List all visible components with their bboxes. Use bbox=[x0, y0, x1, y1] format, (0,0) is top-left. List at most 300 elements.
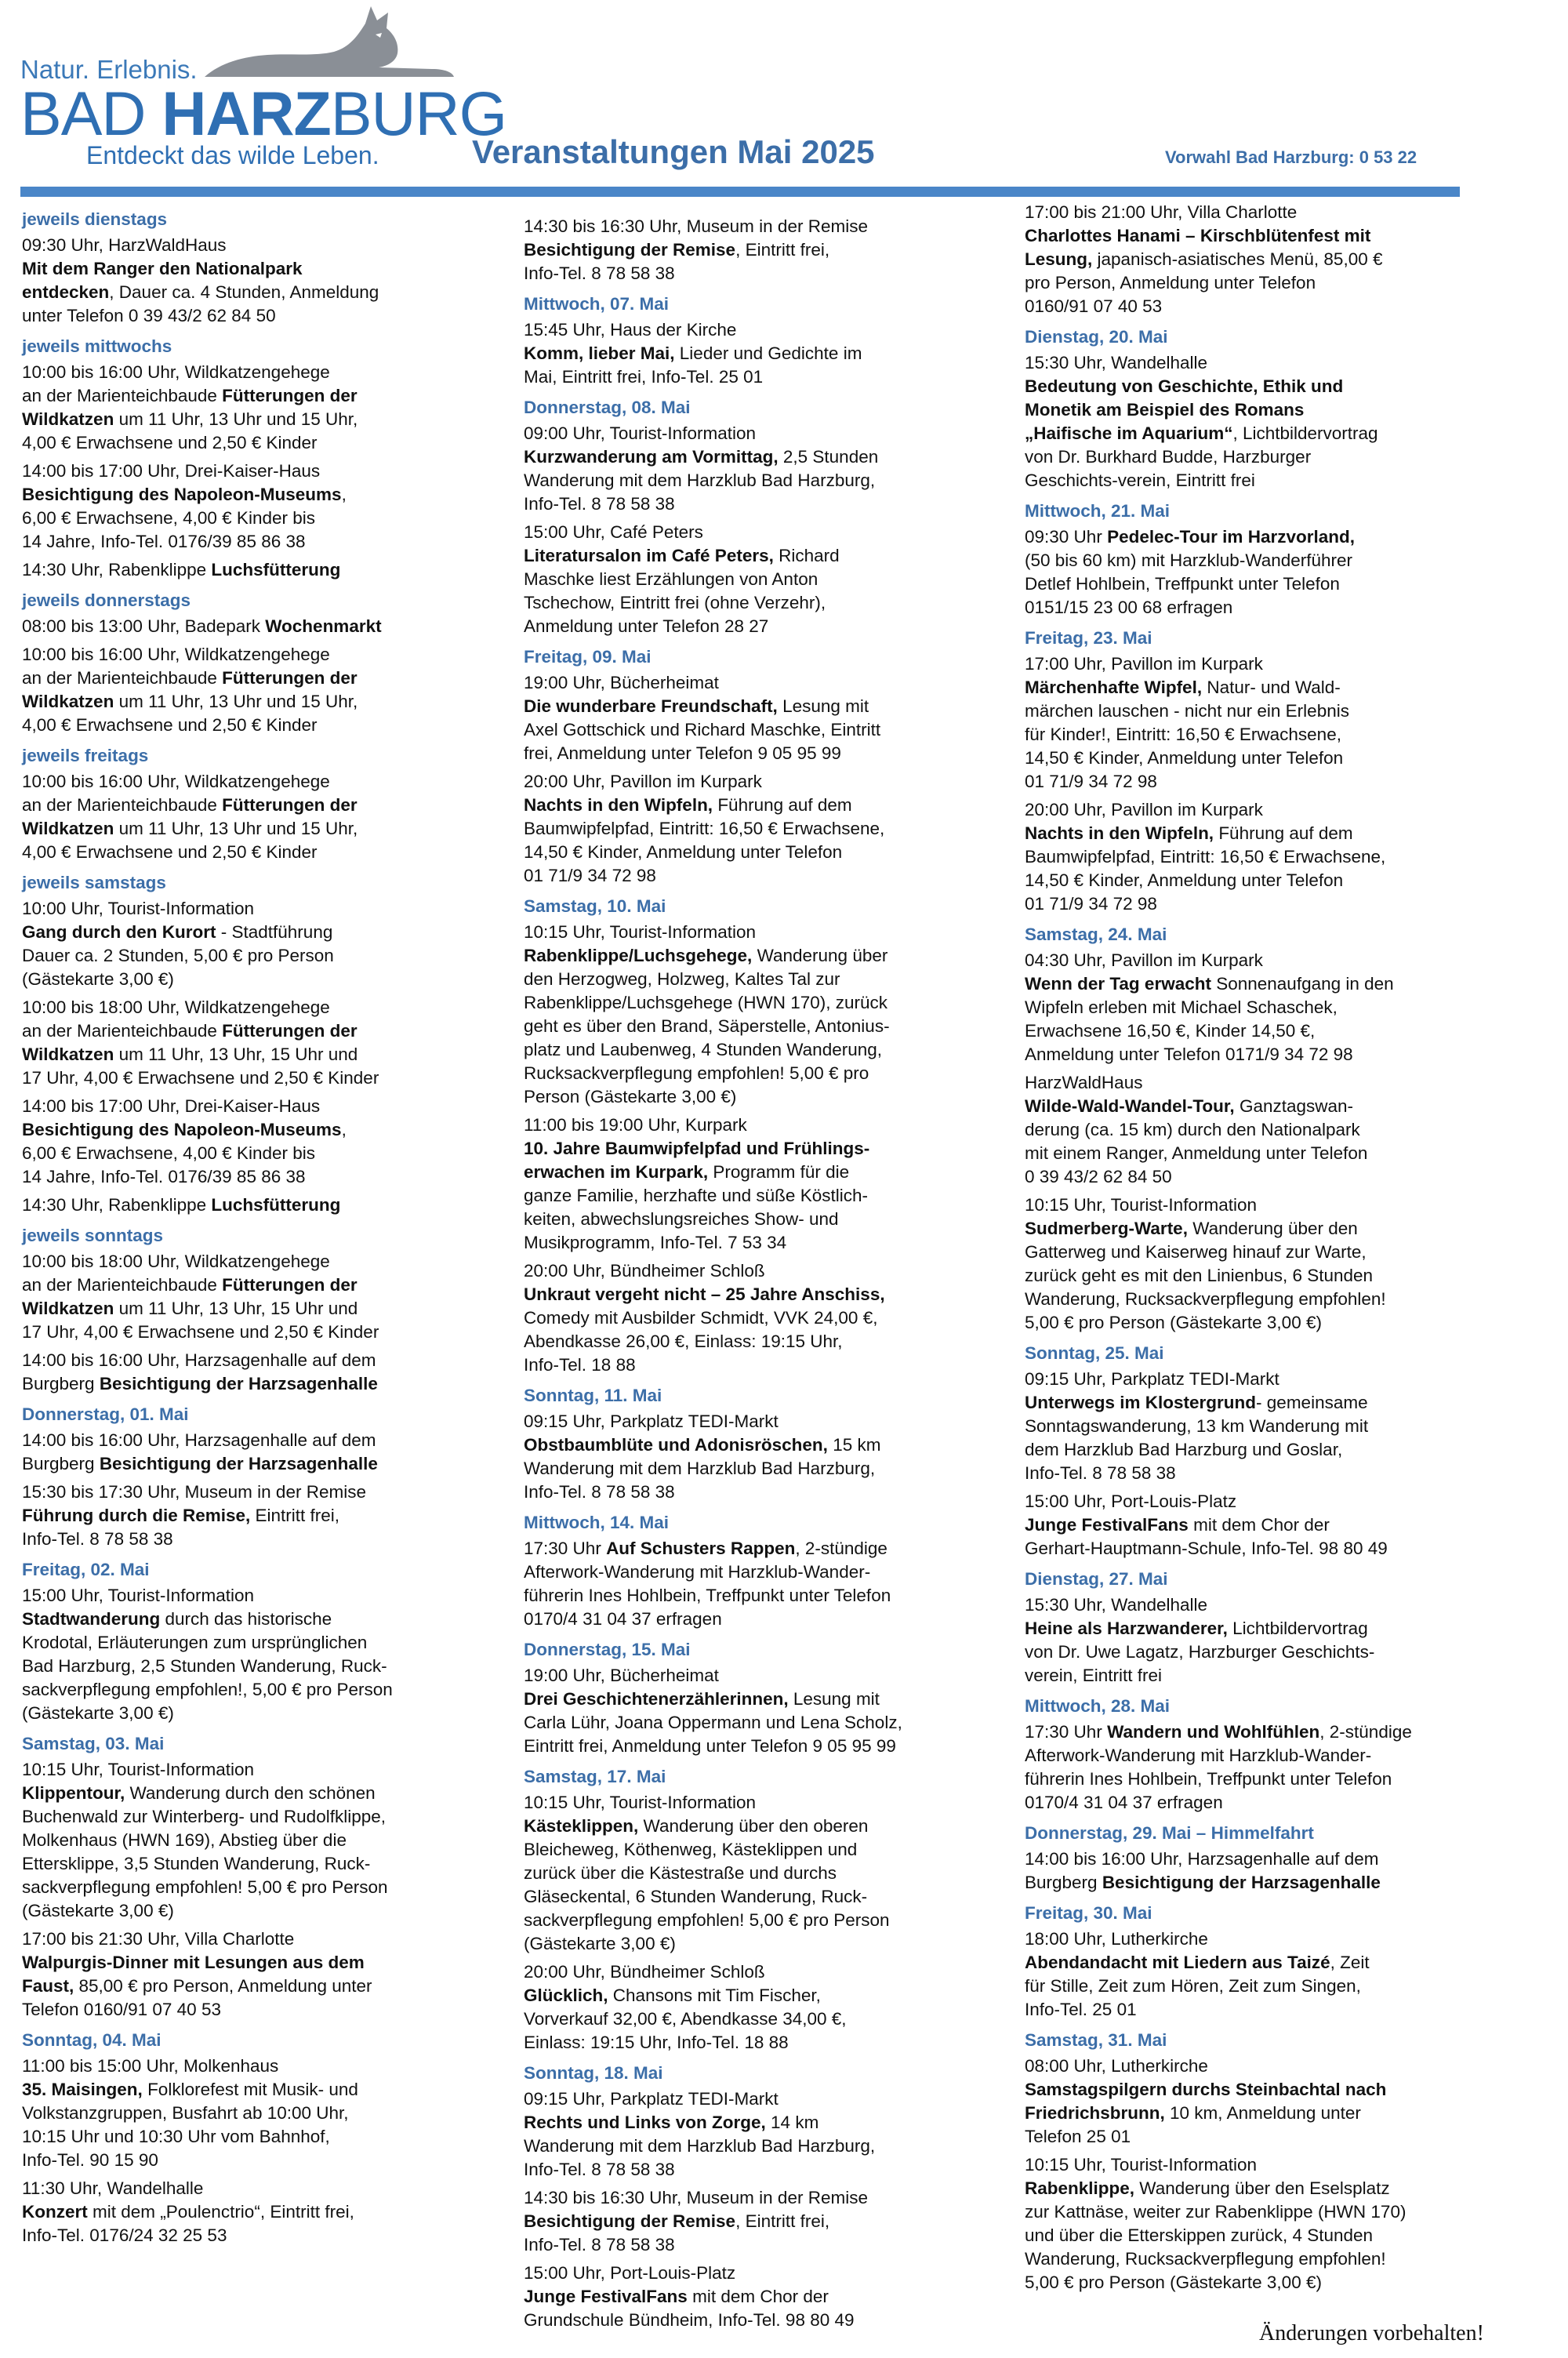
event-line bbox=[22, 1584, 492, 1608]
event-detail-text: 09:15 Uhr, Parkplatz TEDI-Markt bbox=[524, 1412, 779, 1431]
event-entry bbox=[1025, 652, 1495, 794]
event-entry bbox=[524, 921, 994, 1109]
event-line bbox=[1025, 1768, 1495, 1791]
footer-note: Änderungen vorbehalten! bbox=[1259, 2321, 1484, 2345]
event-title-text: Luchsfütterung bbox=[211, 560, 341, 580]
event-line bbox=[524, 817, 994, 841]
event-line bbox=[22, 1019, 492, 1043]
event-entry bbox=[1025, 201, 1495, 318]
event-line bbox=[1025, 845, 1495, 869]
event-detail-text: 14,50 € Kinder, Anmeldung unter Telefon bbox=[1025, 870, 1344, 890]
event-detail-text: - gemeinsame bbox=[1256, 1393, 1368, 1412]
event-line bbox=[22, 1429, 492, 1452]
event-line bbox=[524, 2285, 994, 2309]
event-line bbox=[1025, 1975, 1495, 1998]
event-detail-text: 14:00 bis 16:00 Uhr, Harzsagenhalle auf dem bbox=[1025, 1849, 1379, 1869]
event-detail-text: frei, Anmeldung unter Telefon 9 05 95 99 bbox=[524, 743, 841, 763]
event-line bbox=[22, 234, 492, 257]
event-line bbox=[1025, 822, 1495, 845]
event-detail-text: verein, Eintritt frei bbox=[1025, 1666, 1163, 1685]
event-detail-text: Dauer ca. 2 Stunden, 5,00 € pro Person bbox=[22, 946, 334, 965]
event-detail-text: um 11 Uhr, 13 Uhr, 15 Uhr und bbox=[114, 1299, 358, 1318]
event-detail-text: sackverpflegung empfohlen! 5,00 € pro Person bbox=[524, 1910, 890, 1930]
event-detail-text: Info-Tel. 25 01 bbox=[1025, 2000, 1137, 2019]
event-detail-text: den Herzogweg, Holzweg, Kaltes Tal zur bbox=[524, 969, 840, 989]
event-line bbox=[22, 1927, 492, 1951]
event-line bbox=[1025, 892, 1495, 916]
event-detail-text: für Stille, Zeit zum Hören, Zeit zum Singen, bbox=[1025, 1976, 1361, 1996]
event-detail-text: Chansons mit Tim Fischer, bbox=[608, 1986, 821, 2005]
event-title-text: Gang durch den Kurort bbox=[22, 922, 216, 942]
date-heading: Samstag, 03. Mai bbox=[22, 1734, 165, 1753]
event-line bbox=[524, 591, 994, 615]
event-line bbox=[1025, 1537, 1495, 1560]
event-title-text: Wildkatzen bbox=[22, 692, 114, 711]
event-detail-text: Geschichts-verein, Eintritt frei bbox=[1025, 471, 1255, 490]
event-detail-text: 14 Jahre, Info-Tel. 0176/39 85 86 38 bbox=[22, 1167, 306, 1186]
event-title-text: Pedelec-Tour im Harzvorland, bbox=[1107, 527, 1355, 547]
event-line bbox=[22, 1608, 492, 1631]
event-detail-text: 10:00 bis 18:00 Uhr, Wildkatzengehege bbox=[22, 1252, 330, 1271]
event-line bbox=[22, 714, 492, 737]
event-line bbox=[22, 1899, 492, 1923]
event-entry bbox=[524, 1537, 994, 1631]
event-title-text: Wilde-Wald-Wandel-Tour, bbox=[1025, 1096, 1235, 1116]
event-line bbox=[22, 1372, 492, 1396]
event-detail-text: 15:45 Uhr, Haus der Kirche bbox=[524, 320, 737, 340]
event-line bbox=[1025, 1194, 1495, 1217]
event-line bbox=[22, 1165, 492, 1189]
event-title-text: Besichtigung der Remise bbox=[524, 2211, 736, 2231]
event-line bbox=[1025, 1848, 1495, 1871]
event-detail-text: Ettersklippe, 3,5 Stunden Wanderung, Ruck- bbox=[22, 1854, 371, 1873]
event-line bbox=[1025, 1019, 1495, 1043]
event-detail-text: 15:30 bis 17:30 Uhr, Museum in der Remise bbox=[22, 1482, 366, 1502]
event-title-text: Kurzwanderung am Vormittag, bbox=[524, 447, 779, 467]
event-detail-text: Anmeldung unter Telefon 0171/9 34 72 98 bbox=[1025, 1045, 1353, 1064]
event-line bbox=[524, 968, 994, 991]
event-detail-text: , 2-stündige bbox=[795, 1539, 887, 1558]
event-detail-text: Lesung mit bbox=[777, 696, 869, 716]
event-line bbox=[524, 2210, 994, 2233]
event-detail-text: 2,5 Stunden bbox=[778, 447, 879, 467]
event-line bbox=[524, 991, 994, 1015]
date-heading: Samstag, 17. Mai bbox=[524, 1767, 666, 1786]
event-detail-text: 10 km, Anmeldung unter bbox=[1164, 2103, 1361, 2123]
event-detail-text: 17:30 Uhr bbox=[524, 1539, 607, 1558]
event-detail-text: 14,50 € Kinder, Anmeldung unter Telefon bbox=[524, 842, 843, 862]
event-entry bbox=[22, 234, 492, 328]
event-detail-text: Afterwork-Wanderung mit Harzklub-Wander- bbox=[1025, 1746, 1372, 1765]
event-detail-text: 14:30 bis 16:30 Uhr, Museum in der Remise bbox=[524, 216, 868, 236]
event-line bbox=[524, 568, 994, 591]
event-detail-text: 18:00 Uhr, Lutherkirche bbox=[1025, 1929, 1208, 1949]
event-title-text: Junge FestivalFans bbox=[1025, 1515, 1189, 1535]
event-line bbox=[22, 1951, 492, 1975]
event-title-text: entdecken bbox=[22, 282, 110, 302]
event-detail-text: , Eintritt frei, bbox=[735, 2211, 830, 2231]
event-line bbox=[524, 1932, 994, 1956]
event-detail-text: 4,00 € Erwachsene und 2,50 € Kinder bbox=[22, 842, 318, 862]
event-line bbox=[22, 460, 492, 483]
event-detail-text: 19:00 Uhr, Bücherheimat bbox=[524, 673, 719, 692]
event-line bbox=[1025, 525, 1495, 549]
event-title-text: Abendandacht mit Liedern aus Taizé bbox=[1025, 1953, 1330, 1972]
event-line bbox=[22, 1452, 492, 1476]
event-title-text: Kästeklippen, bbox=[524, 1816, 639, 1836]
event-title-text: Konzert bbox=[22, 2202, 88, 2222]
event-detail-text: 10:15 Uhr, Tourist-Information bbox=[1025, 1195, 1257, 1215]
event-line bbox=[1025, 1288, 1495, 1311]
event-line bbox=[524, 422, 994, 445]
event-detail-text: unter Telefon 0 39 43/2 62 84 50 bbox=[22, 306, 276, 325]
event-line bbox=[22, 1852, 492, 1876]
logo-word-bad: BAD bbox=[20, 78, 162, 148]
event-entry bbox=[1025, 2153, 1495, 2294]
event-entry bbox=[1025, 1593, 1495, 1688]
event-title-text: Unterwegs im Klostergrund bbox=[1025, 1393, 1257, 1412]
event-title-text: Besichtigung der Harzsagenhalle bbox=[1102, 1873, 1381, 1892]
event-detail-text: 17 Uhr, 4,00 € Erwachsene und 2,50 € Kinder bbox=[22, 1322, 379, 1342]
event-line bbox=[524, 1664, 994, 1688]
event-line bbox=[1025, 869, 1495, 892]
event-line bbox=[524, 864, 994, 888]
event-line bbox=[22, 483, 492, 507]
event-detail-text: 10:00 Uhr, Tourist-Information bbox=[22, 899, 254, 918]
event-line bbox=[22, 2177, 492, 2200]
event-detail-text: Telefon 25 01 bbox=[1025, 2127, 1131, 2146]
event-title-text: Fütterungen der bbox=[222, 386, 358, 405]
event-entry bbox=[524, 215, 994, 285]
event-line bbox=[22, 1250, 492, 1273]
event-title-text: Nachts in den Wipfeln, bbox=[1025, 823, 1214, 843]
event-detail-text: Programm für die bbox=[708, 1162, 850, 1182]
event-detail-text: 14:30 Uhr, Rabenklippe bbox=[22, 560, 212, 580]
date-heading: Sonntag, 25. Mai bbox=[1025, 1343, 1164, 1363]
event-line bbox=[524, 2007, 994, 2031]
event-entry bbox=[524, 770, 994, 888]
event-detail-text: Baumwipfelpfad, Eintritt: 16,50 € Erwachsene, bbox=[1025, 847, 1386, 867]
event-detail-text: Axel Gottschick und Richard Maschke, Eintritt bbox=[524, 720, 881, 739]
event-detail-text: Wipfeln erleben mit Michael Schaschek, bbox=[1025, 997, 1338, 1017]
event-detail-text: 15:00 Uhr, Port-Louis-Platz bbox=[1025, 1491, 1237, 1511]
event-line bbox=[524, 445, 994, 469]
event-title-text: Nachts in den Wipfeln, bbox=[524, 795, 713, 815]
date-heading: jeweils dienstags bbox=[22, 209, 168, 229]
event-detail-text: , Zeit bbox=[1330, 1953, 1370, 1972]
date-heading: Samstag, 31. Mai bbox=[1025, 2030, 1167, 2050]
event-detail-text: Wanderung, Rucksackverpflegung empfohlen! bbox=[1025, 1289, 1386, 1309]
event-detail-text: 14:00 bis 16:00 Uhr, Harzsagenhalle auf dem bbox=[22, 1430, 376, 1450]
event-detail-text: Comedy mit Ausbilder Schmidt, VVK 24,00 €, bbox=[524, 1308, 878, 1328]
event-detail-text: 14:00 bis 17:00 Uhr, Drei-Kaiser-Haus bbox=[22, 461, 321, 481]
event-line bbox=[524, 2309, 994, 2332]
event-line bbox=[22, 615, 492, 638]
event-line bbox=[524, 2135, 994, 2158]
event-title-text: Obstbaumblüte und Adonisröschen, bbox=[524, 1435, 828, 1455]
event-detail-text: Gerhart-Hauptmann-Schule, Info-Tel. 98 80 49 bbox=[1025, 1539, 1388, 1558]
event-title-text: erwachen im Kurpark, bbox=[524, 1162, 709, 1182]
event-detail-text: von Dr. Burkhard Budde, Harzburger bbox=[1025, 447, 1312, 467]
event-entry bbox=[1025, 1720, 1495, 1815]
event-line bbox=[1025, 1241, 1495, 1264]
event-detail-text: 08:00 Uhr, Lutherkirche bbox=[1025, 2056, 1208, 2076]
event-title-text: Junge FestivalFans bbox=[524, 2287, 688, 2306]
date-heading: Sonntag, 11. Mai bbox=[524, 1386, 662, 1405]
event-detail-text: an der Marienteichbaude bbox=[22, 668, 223, 688]
event-detail-text: an der Marienteichbaude bbox=[22, 1275, 223, 1295]
event-line bbox=[22, 1758, 492, 1782]
event-line bbox=[22, 996, 492, 1019]
event-detail-text: 17:00 bis 21:00 Uhr, Villa Charlotte bbox=[1025, 202, 1298, 222]
event-line bbox=[524, 1584, 994, 1608]
event-line bbox=[1025, 351, 1495, 375]
date-heading: Mittwoch, 07. Mai bbox=[524, 294, 670, 314]
event-entry bbox=[22, 1758, 492, 1923]
event-line bbox=[1025, 375, 1495, 398]
event-entry bbox=[524, 2087, 994, 2182]
event-detail-text: Vorverkauf 32,00 €, Abendkasse 34,00 €, bbox=[524, 2009, 847, 2029]
event-entry bbox=[1025, 1490, 1495, 1560]
event-line bbox=[1025, 398, 1495, 422]
event-detail-text: an der Marienteichbaude bbox=[22, 386, 223, 405]
event-line bbox=[524, 544, 994, 568]
event-detail-text: 01 71/9 34 72 98 bbox=[1025, 772, 1157, 791]
event-detail-text: 0170/4 31 04 37 erfragen bbox=[1025, 1793, 1223, 1812]
event-line bbox=[22, 1631, 492, 1655]
event-detail-text: Sonnenaufgang in den bbox=[1210, 974, 1394, 994]
event-line bbox=[524, 1283, 994, 1306]
event-detail-text: mit dem Chor der bbox=[1188, 1515, 1330, 1535]
event-detail-text: , Lichtbildervortrag bbox=[1232, 423, 1378, 443]
event-line bbox=[524, 318, 994, 342]
event-detail-text: ganze Familie, herzhafte und süße Köstlich- bbox=[524, 1186, 868, 1205]
event-detail-text: Afterwork-Wanderung mit Harzklub-Wander- bbox=[524, 1562, 871, 1582]
event-line bbox=[1025, 1720, 1495, 1744]
event-entry bbox=[22, 1481, 492, 1551]
event-line bbox=[524, 1161, 994, 1184]
event-entry bbox=[1025, 1194, 1495, 1335]
event-entry bbox=[1025, 1848, 1495, 1895]
date-heading: Mittwoch, 28. Mai bbox=[1025, 1696, 1171, 1716]
event-detail-text: Info-Tel. 0176/24 32 25 53 bbox=[22, 2225, 227, 2245]
event-line bbox=[524, 1984, 994, 2007]
event-title-text: Die wunderbare Freundschaft, bbox=[524, 696, 778, 716]
event-line bbox=[524, 1838, 994, 1862]
event-detail-text: Info-Tel. 8 78 58 38 bbox=[524, 263, 675, 283]
event-detail-text: Anmeldung unter Telefon 28 27 bbox=[524, 616, 769, 636]
event-line bbox=[22, 281, 492, 304]
event-detail-text: an der Marienteichbaude bbox=[22, 795, 223, 815]
event-line bbox=[22, 1095, 492, 1118]
event-detail-text: Burgberg bbox=[1025, 1873, 1102, 1892]
event-detail-text: um 11 Uhr, 13 Uhr und 15 Uhr, bbox=[114, 692, 358, 711]
event-detail-text: 11:30 Uhr, Wandelhalle bbox=[22, 2178, 204, 2198]
event-line bbox=[1025, 2055, 1495, 2078]
date-heading: jeweils donnerstags bbox=[22, 590, 191, 610]
event-line bbox=[524, 794, 994, 817]
event-detail-text: 10:15 Uhr, Tourist-Information bbox=[1025, 2155, 1257, 2175]
event-detail-text: HarzWaldHaus bbox=[1025, 1073, 1143, 1092]
event-line bbox=[524, 1457, 994, 1481]
event-title-text: Führung durch die Remise, bbox=[22, 1506, 251, 1525]
event-detail-text: Natur- und Wald- bbox=[1202, 678, 1341, 697]
event-line bbox=[524, 841, 994, 864]
event-line bbox=[524, 1137, 994, 1161]
event-line bbox=[1025, 1391, 1495, 1415]
event-detail-text: und über die Etterskippen zurück, 4 Stunden bbox=[1025, 2225, 1374, 2245]
event-line bbox=[524, 215, 994, 238]
event-entry bbox=[1025, 1368, 1495, 1485]
event-entry bbox=[22, 2177, 492, 2247]
event-detail-text: 14:30 Uhr, Rabenklippe bbox=[22, 1195, 212, 1215]
event-line bbox=[22, 2078, 492, 2102]
event-entry bbox=[22, 1194, 492, 1217]
event-detail-text: Burgberg bbox=[22, 1374, 100, 1393]
event-line bbox=[524, 262, 994, 285]
event-detail-text: 15:00 Uhr, Port-Louis-Platz bbox=[524, 2263, 736, 2283]
event-detail-text: 09:15 Uhr, Parkplatz TEDI-Markt bbox=[1025, 1369, 1279, 1389]
event-detail-text: Telefon 0160/91 07 40 53 bbox=[22, 2000, 221, 2019]
event-line bbox=[524, 2087, 994, 2111]
event-detail-text: 20:00 Uhr, Bündheimer Schloß bbox=[524, 1962, 765, 1982]
event-line bbox=[524, 1184, 994, 1208]
event-title-text: Fütterungen der bbox=[222, 668, 358, 688]
event-title-text: Glücklich, bbox=[524, 1986, 608, 2005]
event-line bbox=[1025, 723, 1495, 747]
event-detail-text: 17:00 bis 21:30 Uhr, Villa Charlotte bbox=[22, 1929, 295, 1949]
event-line bbox=[524, 1259, 994, 1283]
event-line bbox=[1025, 676, 1495, 699]
event-detail-text: Wanderung über den bbox=[1187, 1219, 1358, 1238]
event-line bbox=[22, 794, 492, 817]
event-line bbox=[524, 1330, 994, 1353]
event-detail-text: Führung auf dem bbox=[713, 795, 852, 815]
event-line bbox=[524, 944, 994, 968]
event-title-text: Besichtigung der Remise bbox=[524, 240, 736, 260]
event-detail-text: 15:00 Uhr, Café Peters bbox=[524, 522, 703, 542]
event-line bbox=[524, 1015, 994, 1038]
event-line bbox=[524, 671, 994, 695]
event-line bbox=[22, 944, 492, 968]
event-entry bbox=[524, 1410, 994, 1504]
event-title-text: Faust, bbox=[22, 1976, 74, 1996]
event-title-text: Literatursalon im Café Peters, bbox=[524, 546, 774, 565]
event-detail-text: 20:00 Uhr, Pavillon im Kurpark bbox=[524, 772, 762, 791]
event-detail-text: Info-Tel. 8 78 58 38 bbox=[524, 2235, 675, 2254]
event-line bbox=[1025, 1217, 1495, 1241]
event-detail-text: 11:00 bis 15:00 Uhr, Molkenhaus bbox=[22, 2056, 279, 2076]
event-line bbox=[1025, 1095, 1495, 1118]
event-line bbox=[524, 1433, 994, 1457]
event-detail-text: sackverpflegung empfohlen!, 5,00 € pro Person bbox=[22, 1680, 393, 1699]
event-title-text: „Haifische im Aquarium“ bbox=[1025, 423, 1233, 443]
event-detail-text: Wanderung mit dem Harzklub Bad Harzburg, bbox=[524, 1459, 876, 1478]
event-line bbox=[524, 615, 994, 638]
event-line bbox=[22, 1678, 492, 1702]
event-detail-text: 09:30 Uhr bbox=[1025, 527, 1108, 547]
event-detail-text: Ganztagswan- bbox=[1234, 1096, 1354, 1116]
event-line bbox=[1025, 1513, 1495, 1537]
event-line bbox=[1025, 1617, 1495, 1640]
event-line bbox=[1025, 1998, 1495, 2022]
events-column-1 bbox=[22, 205, 492, 2252]
event-line bbox=[524, 342, 994, 365]
event-detail-text: 0160/91 07 40 53 bbox=[1025, 296, 1163, 316]
event-line bbox=[1025, 596, 1495, 619]
event-detail-text: Rabenklippe/Luchsgehege (HWN 170), zurück bbox=[524, 993, 887, 1012]
event-line bbox=[1025, 422, 1495, 445]
event-detail-text: 10:15 Uhr, Tourist-Information bbox=[524, 922, 756, 942]
event-detail-text: Bad Harzburg, 2,5 Stunden Wanderung, Ruck- bbox=[22, 1656, 387, 1676]
event-detail-text: 0 39 43/2 62 84 50 bbox=[1025, 1167, 1172, 1186]
event-title-text: Besichtigung des Napoleon-Museums bbox=[22, 485, 342, 504]
date-heading: Sonntag, 04. Mai bbox=[22, 2030, 162, 2050]
event-entry bbox=[22, 1429, 492, 1476]
event-line bbox=[1025, 271, 1495, 295]
event-title-text: Wildkatzen bbox=[22, 1045, 114, 1064]
event-line bbox=[524, 2262, 994, 2285]
event-detail-text: 10:00 bis 16:00 Uhr, Wildkatzengehege bbox=[22, 645, 330, 664]
event-title-text: Rabenklippe, bbox=[1025, 2178, 1135, 2198]
event-detail-text: Wanderung, Rucksackverpflegung empfohlen! bbox=[1025, 2249, 1386, 2269]
event-line bbox=[1025, 770, 1495, 794]
event-line bbox=[22, 1297, 492, 1321]
event-detail-text: Richard bbox=[773, 546, 840, 565]
event-line bbox=[524, 521, 994, 544]
event-detail-text: 4,00 € Erwachsene und 2,50 € Kinder bbox=[22, 433, 318, 452]
event-line bbox=[22, 1504, 492, 1528]
event-line bbox=[524, 1688, 994, 1711]
event-line bbox=[524, 2158, 994, 2182]
event-detail-text: Wanderung mit dem Harzklub Bad Harzburg, bbox=[524, 471, 876, 490]
event-title-text: Märchenhafte Wipfel, bbox=[1025, 678, 1203, 697]
event-detail-text: 14 km bbox=[765, 2113, 819, 2132]
event-line bbox=[1025, 2271, 1495, 2294]
event-detail-text: platz und Laubenweg, 4 Stunden Wanderung, bbox=[524, 1040, 883, 1059]
event-line bbox=[22, 304, 492, 328]
date-heading: Mittwoch, 14. Mai bbox=[524, 1513, 670, 1532]
page-header bbox=[0, 0, 1568, 185]
event-detail-text: sackverpflegung empfohlen! 5,00 € pro Person bbox=[22, 1877, 388, 1897]
event-line bbox=[1025, 1951, 1495, 1975]
event-detail-text: 5,00 € pro Person (Gästekarte 3,00 €) bbox=[1025, 2273, 1322, 2292]
event-line bbox=[22, 2224, 492, 2247]
event-detail-text: 14:30 bis 16:30 Uhr, Museum in der Remise bbox=[524, 2188, 868, 2207]
event-detail-text: 19:00 Uhr, Bücherheimat bbox=[524, 1666, 719, 1685]
event-line bbox=[22, 841, 492, 864]
area-code-note: Vorwahl Bad Harzburg: 0 53 22 bbox=[1165, 147, 1417, 167]
event-detail-text: 10:00 bis 16:00 Uhr, Wildkatzengehege bbox=[22, 772, 330, 791]
event-line bbox=[524, 492, 994, 516]
event-detail-text: , Dauer ca. 4 Stunden, Anmeldung bbox=[109, 282, 379, 302]
event-entry bbox=[22, 770, 492, 864]
event-entry bbox=[524, 1960, 994, 2055]
date-heading: Freitag, 30. Mai bbox=[1025, 1903, 1152, 1923]
event-detail-text: (Gästekarte 3,00 €) bbox=[524, 1934, 676, 1953]
event-line bbox=[1025, 798, 1495, 822]
event-title-text: 10. Jahre Baumwipfelpfad und Frühlings- bbox=[524, 1139, 870, 1158]
event-title-text: Charlottes Hanami – Kirschblütenfest mit bbox=[1025, 226, 1371, 245]
date-heading: Samstag, 10. Mai bbox=[524, 896, 666, 916]
event-entry bbox=[524, 1791, 994, 1956]
event-line bbox=[22, 2125, 492, 2149]
event-detail-text: Grundschule Bündheim, Info-Tel. 98 80 49 bbox=[524, 2310, 855, 2330]
event-line bbox=[1025, 1791, 1495, 1815]
event-detail-text: (50 bis 60 km) mit Harzklub-Wanderführer bbox=[1025, 550, 1353, 570]
event-detail-text: 15:30 Uhr, Wandelhalle bbox=[1025, 1595, 1208, 1615]
event-detail-text: geht es über den Brand, Säperstelle, Antonius- bbox=[524, 1016, 890, 1036]
